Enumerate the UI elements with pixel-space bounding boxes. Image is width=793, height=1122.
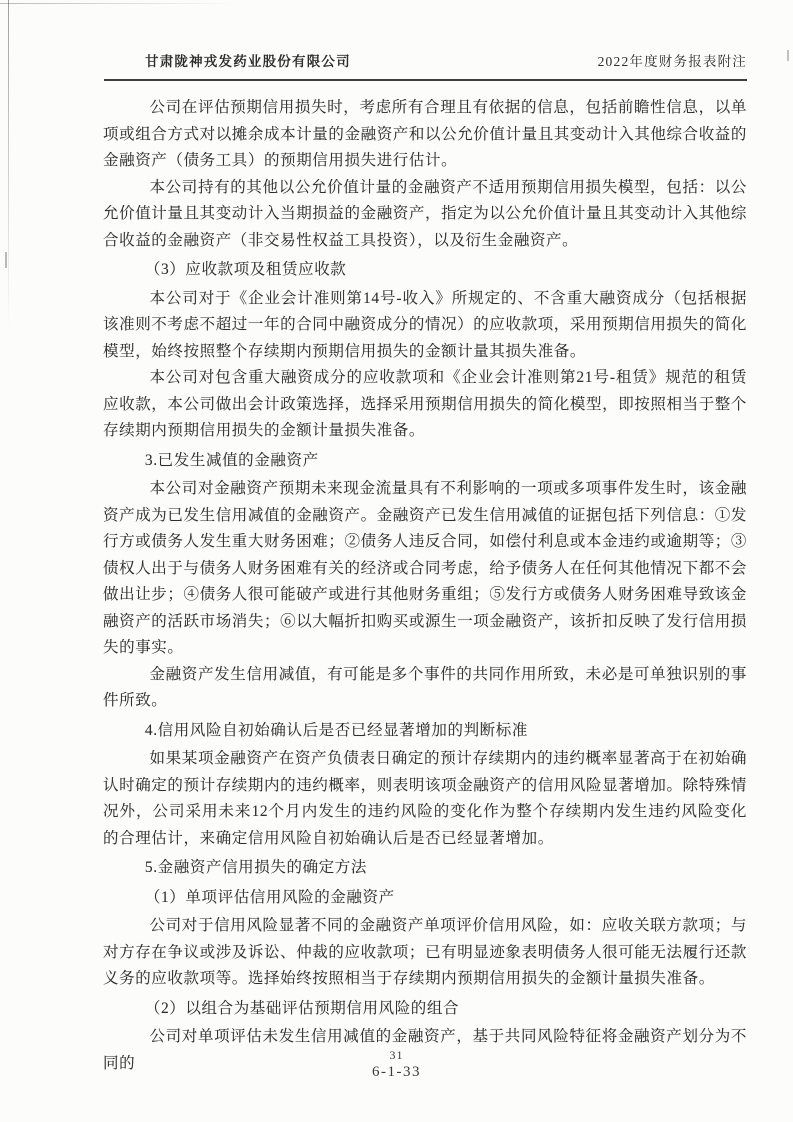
document-body <box>103 95 747 1077</box>
page-footer <box>0 1048 793 1081</box>
paragraph: 公司在评估预期信用损失时，考虑所有合理且有依据的信息，包括前瞻性信息，以单项或组合方式对以摊余成本计量的金融资产和以公允价值计量且其变动计入其他综合收益的金融资产（债务工具）的预期信用损失进行估计。 <box>103 99 748 169</box>
paragraph: 如果某项金融资产在资产负债表日确定的预计存续期内的违约概率显著高于在初始确认时确定的预计存续期内的违约概率，则表明该项金融资产的信用风险显著增加。除特殊情况外，公司采用未来12个月内发生的违约风险的变化作为整个存续期内发生违约风险变化的合理估计，来确定信用风险自初始确认后是否已经显著增加。 <box>103 750 748 847</box>
scan-artifact-left-tick <box>5 252 7 268</box>
scan-artifact-top-line <box>0 3 235 4</box>
paragraph: 本公司持有的其他以公允价值计量的金融资产不适用预期信用损失模型，包括：以公允价值计量且其变动计入当期损益的金融资产，指定为以公允价值计量且其变动计入其他综合收益的金融资产（非交易性权益工具投资），以及衍生金融资产。 <box>103 178 748 249</box>
section-heading: 4.信用风险自初始确认后是否已经显著增加的判断标准 <box>144 721 528 739</box>
paragraph: 公司对于信用风险显著不同的金融资产单项评价信用风险，如：应收关联方款项；与对方存在争议或涉及诉讼、仲裁的应收款项；已有明显迹象表明债务人很可能无法履行还款义务的应收款项等。选择始终按照相当于存续期内预期信用损失的金额计量损失准备。 <box>103 917 748 987</box>
section-heading: 3.已发生减值的金融资产 <box>144 451 319 469</box>
paragraph: 公司对单项评估未发生信用减值的金融资产，基于共同风险特征将金融资产划分为不同的 <box>103 1028 747 1072</box>
section-heading: （3）应收款项及租赁应收款 <box>144 261 347 278</box>
scan-artifact-right-tick <box>787 50 789 61</box>
paragraph: 本公司对包含重大融资成分的应收款项和《企业会计准则第21号-租赁》规范的租赁应收款，本公司做出会计政策选择，选择采用预期信用损失的简化模型，即按照相当于整个存续期内预期信用损失的金额计量损失准备。 <box>103 369 748 439</box>
document-code: 6-1-33 <box>372 1064 421 1080</box>
section-heading: （1）单项评估信用风险的金融资产 <box>144 888 395 906</box>
paragraph: 金融资产发生信用减值，有可能是多个事件的共同作用所致，未必是可单独识别的事件所致。 <box>103 665 747 709</box>
paragraph: 本公司对金融资产预期未来现金流量具有不利影响的一项或多项事件发生时，该金融资产成为已发生信用减值的金融资产。金融资产已发生信用减值的证据包括下列信息：①发行方或债务人发生重大财务困难；②债务人违反合同，如偿付利息或本金违约或逾期等；③债权人出于与债务人财务困难有关的经济或合同考虑，给予债务人在任何其他情况下都不会做出让步；④债务人很可能破产或进行其他财务重组；⑤发行方或债务人财务困难导致该金融资产的活跃市场消失；⑥以大幅折扣购买或源生一项金融资产，该折扣反映了发行信用损失的事实。 <box>103 480 748 656</box>
company-name: 甘肃陇神戎发药业股份有限公司 <box>145 54 351 69</box>
report-title: 2022年度财务报表附注 <box>597 54 747 69</box>
paragraph: 本公司对于《企业会计准则第14号-收入》所规定的、不含重大融资成分（包括根据该准则不考虑不超过一年的合同中融资成分的情况）的应收款项，采用预期信用损失的简化模型，始终按照整个存续期内预期信用损失的金额计量其损失准备。 <box>103 289 748 360</box>
page-number: 31 <box>389 1048 404 1062</box>
scan-artifact-left-line <box>8 0 9 330</box>
section-heading: （2）以组合为基础评估预期信用风险的组合 <box>144 999 460 1017</box>
section-heading: 5.金融资产信用损失的确定方法 <box>144 859 367 876</box>
page-header <box>104 50 747 81</box>
